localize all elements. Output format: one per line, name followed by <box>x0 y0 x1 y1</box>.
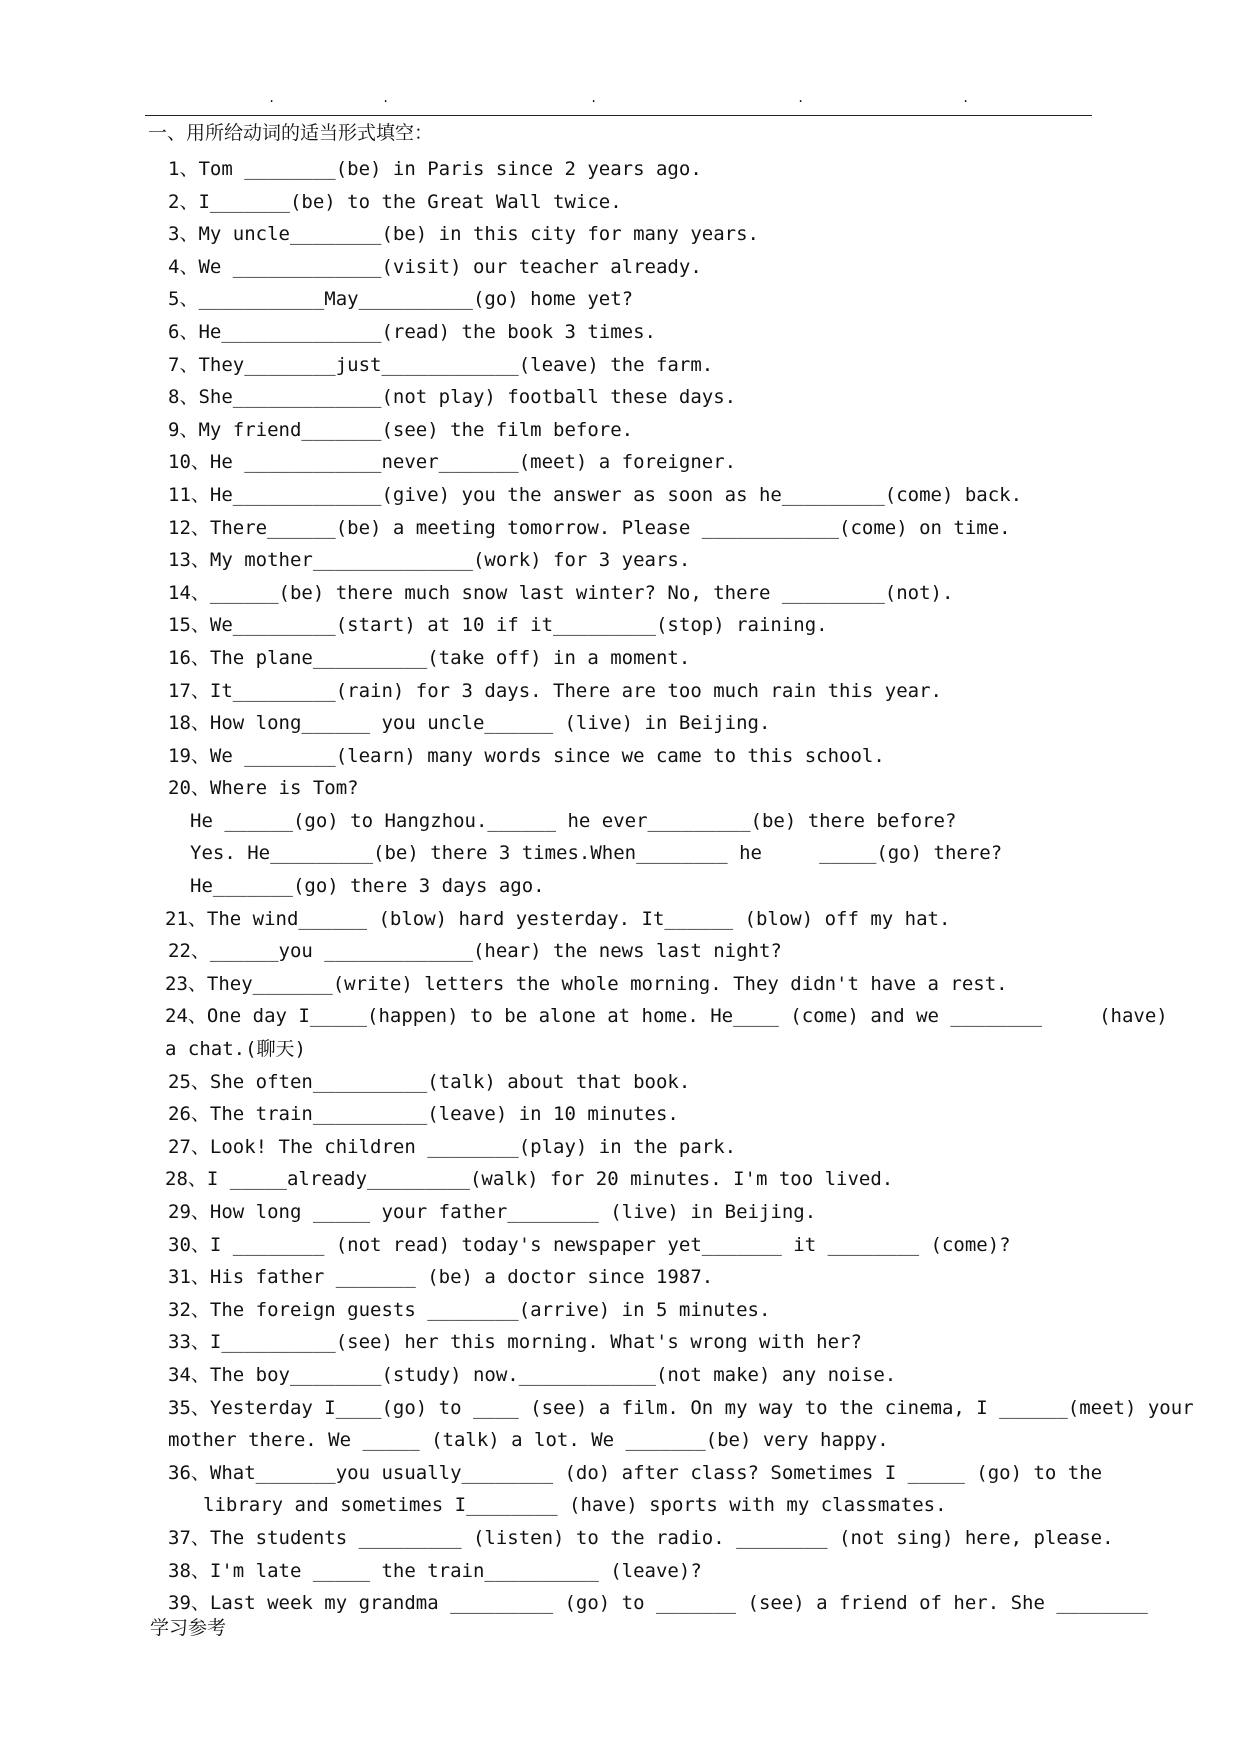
exercise-item: 29、How long _____ your father________ (live) in Beijing. <box>168 1201 817 1223</box>
exercise-item: 8、She_____________(not play) football these days. <box>168 386 737 409</box>
exercise-item: 39、Last week my grandma _________ (go) to _______ (see) a friend of her. She ________ <box>168 1592 1148 1615</box>
exercise-item: 23、They_______(write) letters the whole morning. They didn't have a rest. <box>165 972 1008 995</box>
exercise-item: 32、The foreign guests ________(arrive) in 5 minutes. <box>168 1298 771 1321</box>
exercise-item: 7、They________just____________(leave) the farm. <box>168 353 714 376</box>
exercise-item: 21、The wind______ (blow) hard yesterday. It______ (blow) off my hat. <box>165 907 951 930</box>
exercise-item: 38、I'm late _____ the train__________ (leave)? <box>168 1559 702 1582</box>
exercise-item: 20、Where is Tom? <box>168 777 359 800</box>
exercise-item: 13、My mother______________(work) for 3 years. <box>168 549 691 572</box>
exercise-item: 4、We _____________(visit) our teacher already. <box>168 255 702 278</box>
exercise-continuation: library and sometimes I________ (have) sports with my classmates. <box>203 1494 947 1517</box>
exercise-item: 36、What_______you usually________ (do) after class? Sometimes I _____ (go) to the <box>168 1461 1103 1484</box>
exercise-item: 12、There______(be) a meeting tomorrow. Please ____________(come) on time. <box>168 516 1011 539</box>
exercise-item: 34、The boy________(study) now.____________(not make) any noise. <box>168 1363 897 1386</box>
exercise-item: 5、___________May__________(go) home yet? <box>168 288 634 311</box>
header-dot: . <box>962 91 970 105</box>
header-dot: . <box>797 91 805 105</box>
exercise-item: 35、Yesterday I____(go) to ____ (see) a film. On my way to the cinema, I ______(meet) your <box>168 1396 1194 1419</box>
exercise-item: 3、My uncle________(be) in this city for many years. <box>168 223 759 246</box>
exercise-item: 9、My friend_______(see) the film before. <box>168 418 634 441</box>
exercise-item: 18、How long______ you uncle______ (live) in Beijing. <box>168 712 771 735</box>
exercise-continuation: Yes. He_________(be) there 3 times.When________ he _____(go) there? <box>190 842 1003 865</box>
exercise-item: 28、I _____already_________(walk) for 20 minutes. I'm too lived. <box>165 1168 894 1191</box>
section-heading: 一、用所给动词的适当形式填空： <box>148 122 434 144</box>
exercise-item: 10、He ____________never_______(meet) a foreigner. <box>168 451 737 474</box>
exercise-item: 33、I__________(see) her this morning. What's wrong with her? <box>168 1331 862 1354</box>
exercise-lines <box>0 153 1241 1620</box>
exercise-item: 19、We ________(learn) many words since we came to this school. <box>168 744 885 767</box>
exercise-item: 37、The students _________ (listen) to the radio. ________ (not sing) here, please. <box>168 1526 1114 1549</box>
exercise-continuation: mother there. We _____ (talk) a lot. We _______(be) very happy. <box>168 1429 889 1452</box>
exercise-item: 26、The train__________(leave) in 10 minutes. <box>168 1103 679 1126</box>
exercise-item: 6、He______________(read) the book 3 times. <box>168 320 656 343</box>
exercise-item: 25、She often__________(talk) about that book. <box>168 1070 691 1093</box>
exercise-item: 2、I_______(be) to the Great Wall twice. <box>168 190 622 213</box>
header-dot: . <box>590 91 598 105</box>
header-dot: . <box>268 91 276 105</box>
exercise-item: 11、He_____________(give) you the answer as soon as he_________(come) back. <box>168 483 1023 506</box>
header-dot-row <box>0 92 1241 104</box>
exercise-item: 15、We_________(start) at 10 if it_________(stop) raining. <box>168 614 828 637</box>
header-rule <box>145 115 1092 116</box>
exercise-item: 24、One day I_____(happen) to be alone at home. He____ (come) and we ________ (have) <box>165 1005 1168 1028</box>
exercise-item: 16、The plane__________(take off) in a moment. <box>168 646 691 669</box>
exercise-item: 14、______(be) there much snow last winter? No, there _________(not). <box>168 581 954 604</box>
exercise-item: 22、______you _____________(hear) the news last night? <box>168 940 782 963</box>
exercise-item: 17、It_________(rain) for 3 days. There are too much rain this year. <box>168 679 942 702</box>
exercise-item: 27、Look! The children ________(play) in the park. <box>168 1135 737 1158</box>
exercise-continuation: He ______(go) to Hangzhou.______ he ever_________(be) there before? <box>190 809 957 832</box>
exercise-item: 30、I ________ (not read) today's newspaper yet_______ it ________ (come)? <box>168 1233 1011 1256</box>
exercise-continuation: He_______(go) there 3 days ago. <box>190 875 545 898</box>
header-dot: . <box>382 91 390 105</box>
exercise-item: 31、His father _______ (be) a doctor since 1987. <box>168 1266 714 1289</box>
page-footer: 学习参考 <box>150 1617 227 1639</box>
exercise-item: 1、Tom ________(be) in Paris since 2 years ago. <box>168 158 702 180</box>
exercise-continuation: a chat.(聊天) <box>165 1038 306 1061</box>
